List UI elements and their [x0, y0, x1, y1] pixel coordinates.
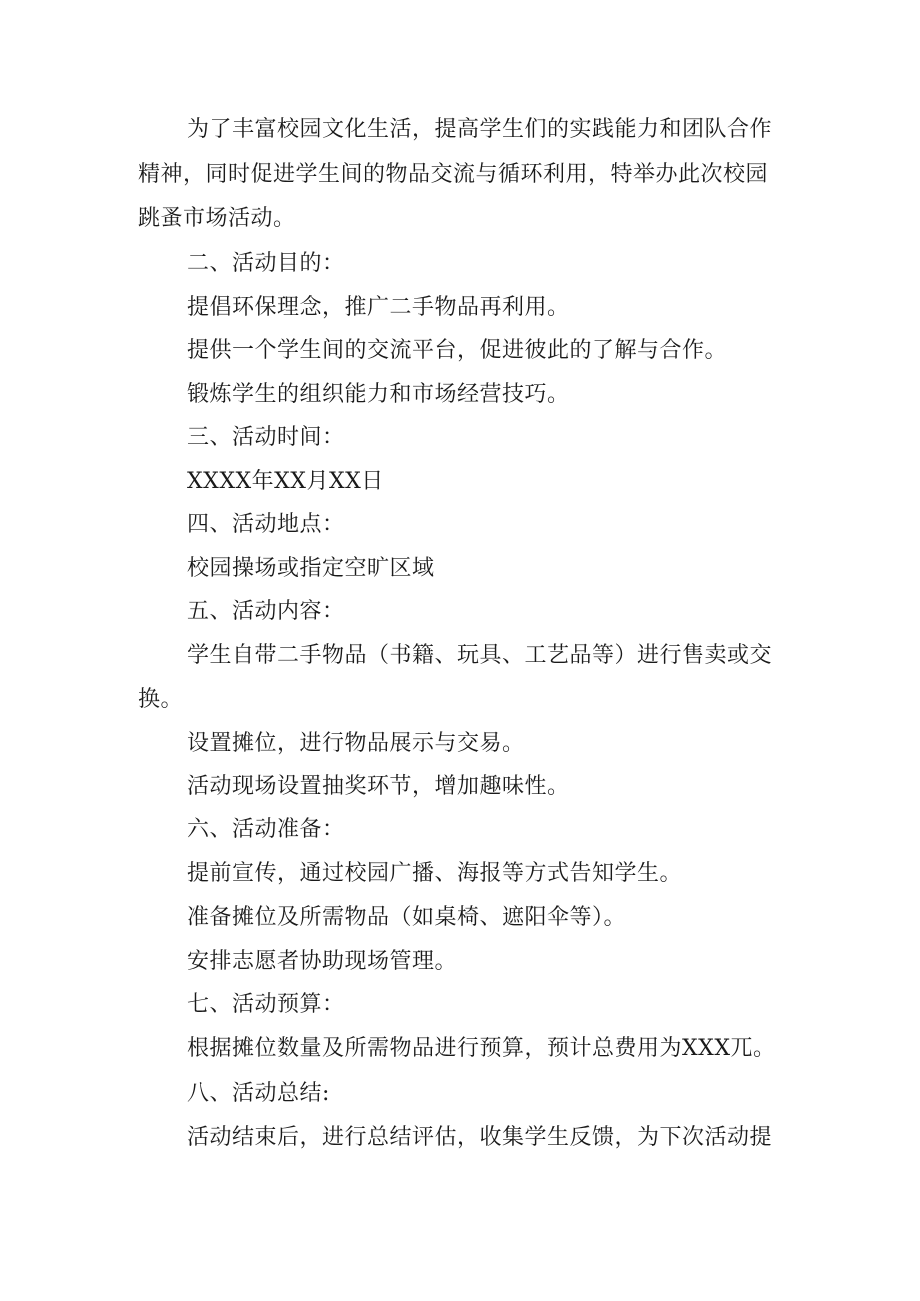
- preparation-item-1: 提前宣传，通过校园广播、海报等方式告知学生。: [187, 861, 683, 886]
- content-item-2: 设置摊位，进行物品展示与交易。: [187, 731, 525, 756]
- section-heading-summary: 八、活动总结:: [187, 1081, 330, 1106]
- content-item-1-line-1: 学生自带二手物品（书籍、玩具、工艺品等）进行售卖或交: [187, 643, 773, 668]
- section-heading-time: 三、活动时间：: [187, 425, 345, 450]
- intro-line-1: 为了丰富校园文化生活，提高学生们的实践能力和团队合作: [187, 117, 773, 142]
- content-item-3: 活动现场设置抽奖环节，增加趣味性。: [187, 774, 570, 799]
- summary-value: 活动结束后，进行总结评估，收集学生反馈，为下次活动提: [187, 1125, 773, 1150]
- intro-line-3: 跳蚤市场活动。: [138, 206, 296, 231]
- preparation-item-3: 安排志愿者协助现场管理。: [187, 949, 458, 974]
- section-heading-purpose: 二、活动目的：: [187, 251, 345, 276]
- purpose-item-2: 提供一个学生间的交流平台，促进彼此的了解与合作。: [187, 338, 728, 363]
- budget-value: 根据摊位数量及所需物品进行预算，预计总费用为XXX兀。: [187, 1036, 776, 1061]
- intro-line-2: 精神，同时促进学生间的物品交流与循环利用，特举办此次校园: [138, 162, 769, 187]
- purpose-item-1: 提倡环保理念，推广二手物品再利用。: [187, 295, 570, 320]
- section-heading-budget: 七、活动预算：: [187, 992, 345, 1017]
- section-heading-preparation: 六、活动准备：: [187, 817, 345, 842]
- purpose-item-3: 锻炼学生的组织能力和市场经营技巧。: [187, 382, 570, 407]
- preparation-item-2: 准备摊位及所需物品（如桌椅、遮阳伞等）。: [187, 905, 627, 930]
- section-heading-location: 四、活动地点：: [187, 512, 345, 537]
- time-value: XXXX年XX月XX日: [187, 469, 384, 494]
- location-value: 校园操场或指定空旷区域: [187, 556, 435, 581]
- content-item-1-line-2: 换。: [138, 687, 184, 712]
- section-heading-content: 五、活动内容：: [187, 599, 345, 624]
